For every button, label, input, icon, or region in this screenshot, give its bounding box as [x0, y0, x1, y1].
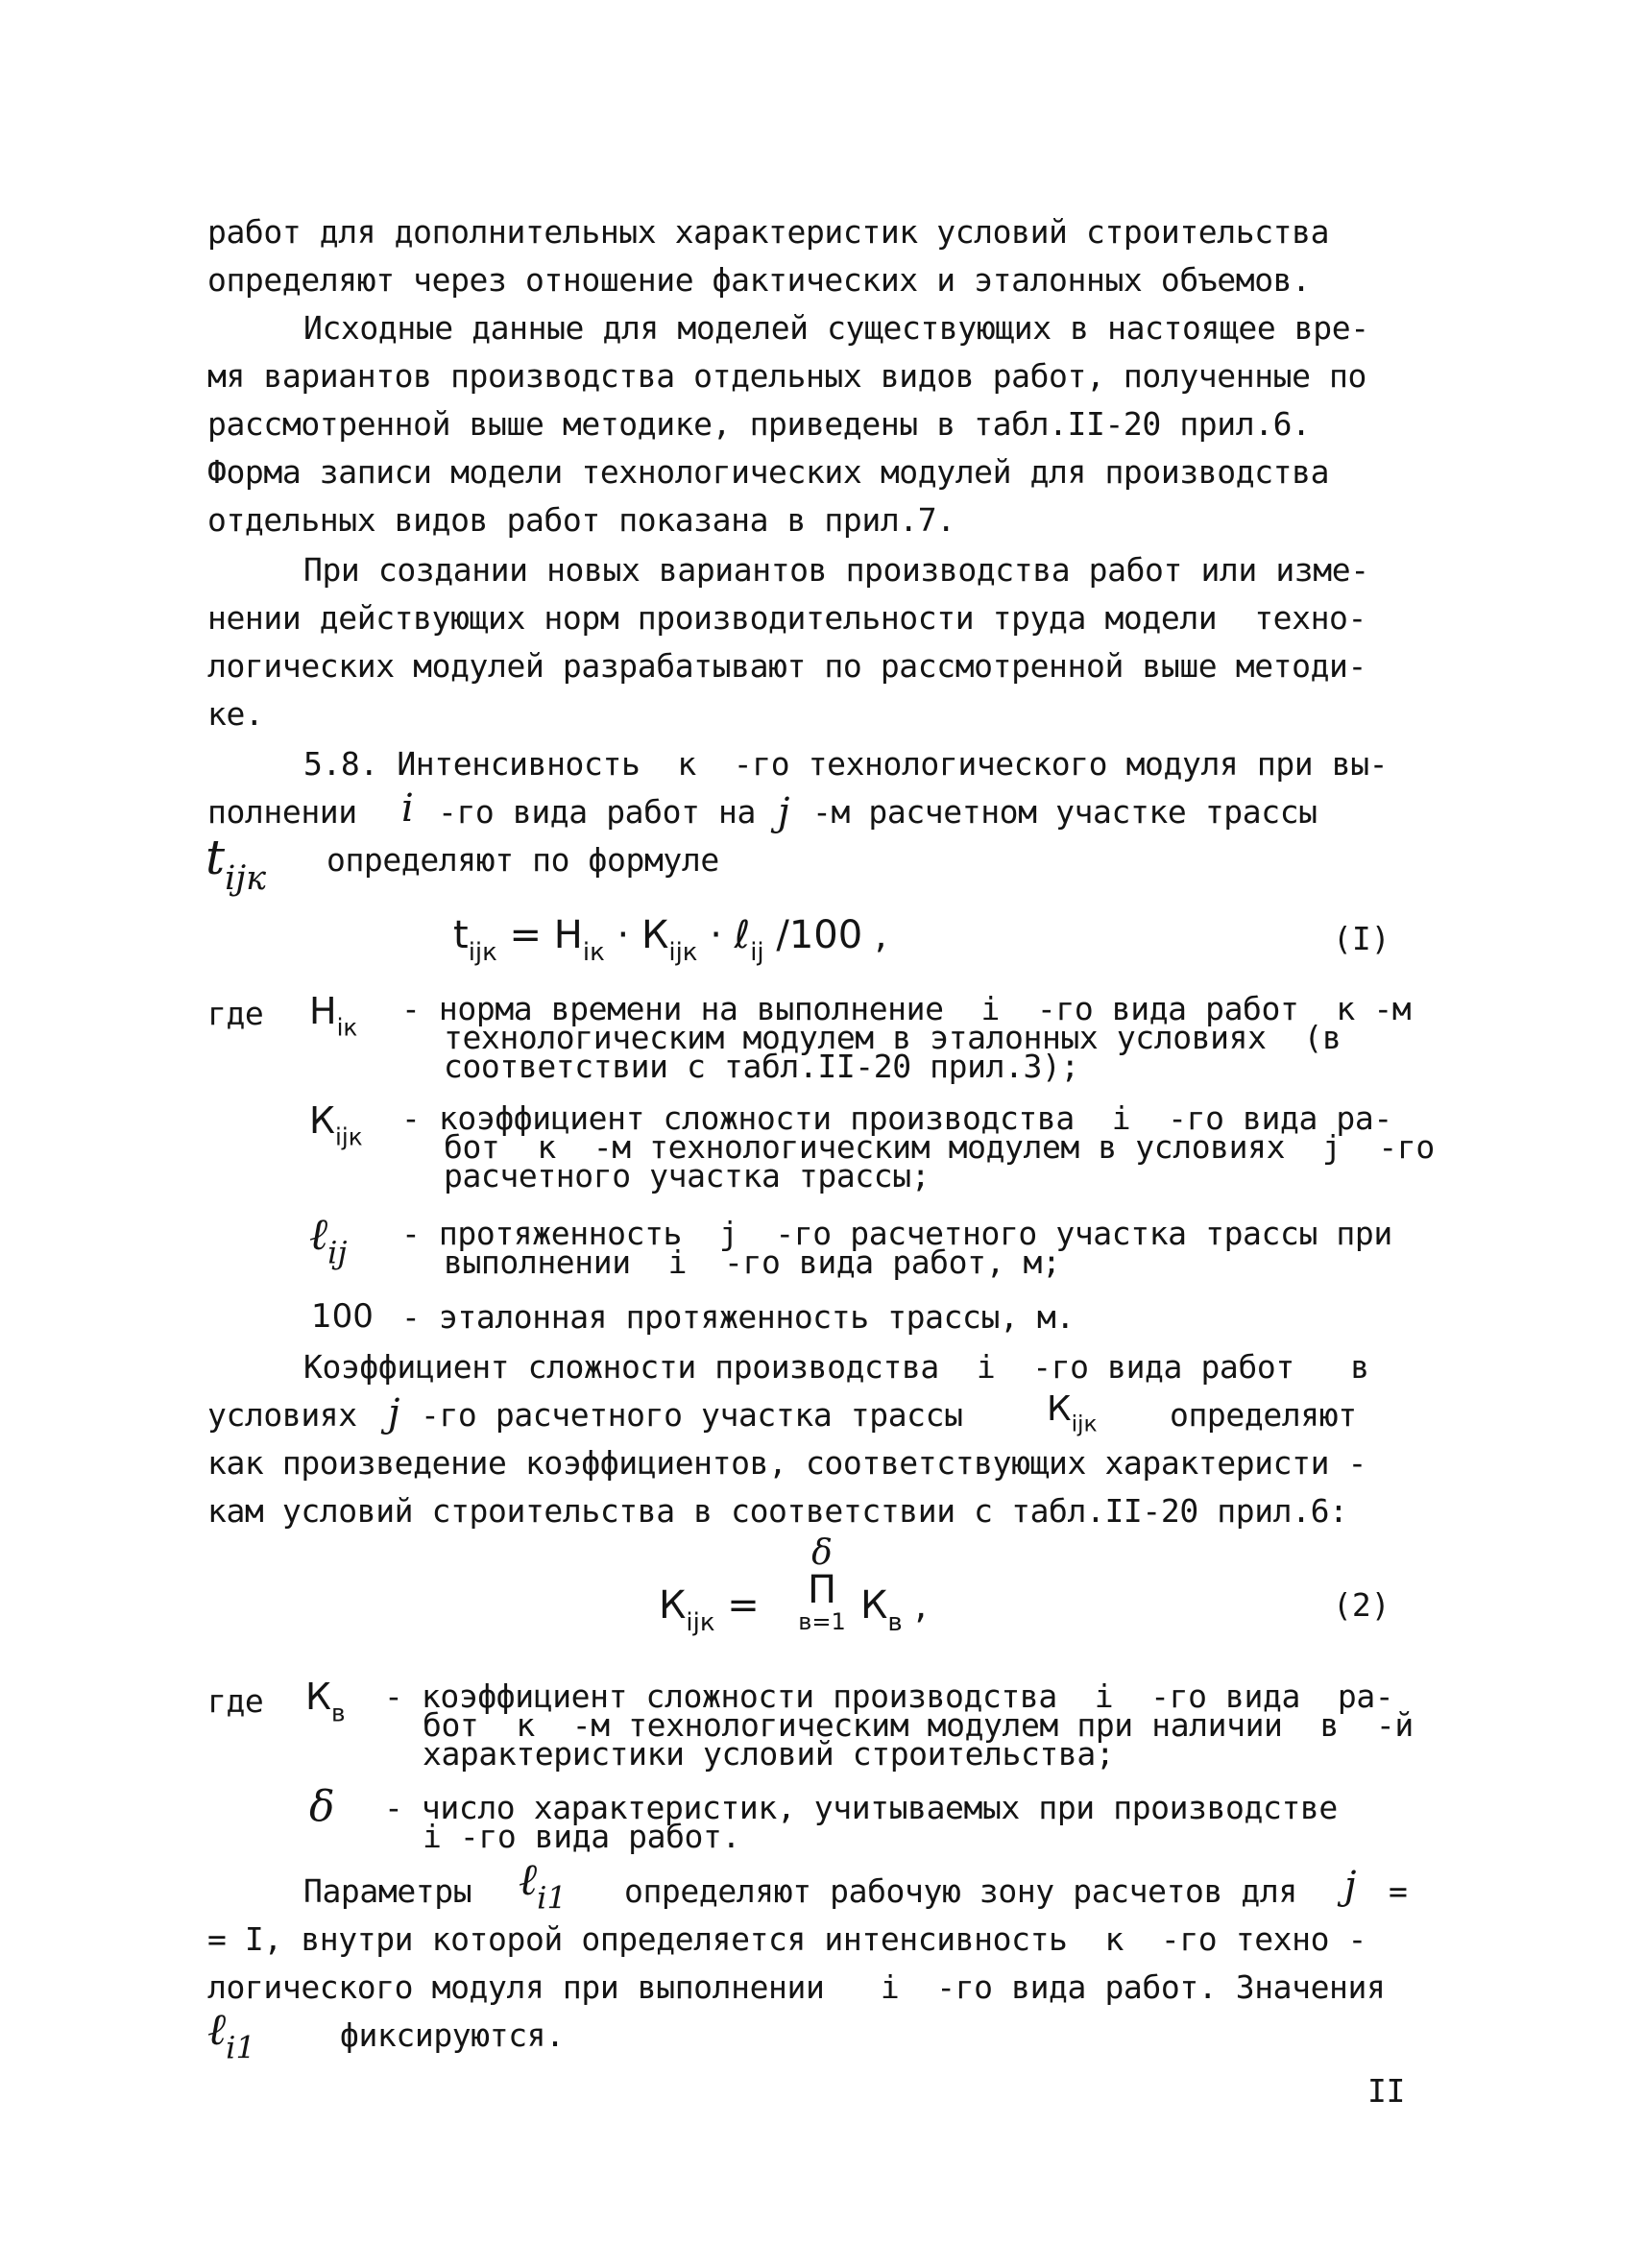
def-kv-line-2: бот к -м технологическим модулем при наличии в -й	[423, 1706, 1414, 1744]
formula-1-tail: /100 ,	[763, 913, 887, 957]
paragraph-3-line-3: логических модулей разрабатывают по рассмотренной выше методи-	[207, 647, 1366, 685]
p6-l-letter-2: ℓ	[207, 2003, 227, 2055]
p5-symbol-j: j	[388, 1391, 400, 1436]
def-100-line-1: - эталонная протяженность трассы, м.	[401, 1298, 1075, 1336]
symbol-j: j	[778, 790, 790, 834]
paragraph-3-line-4: ке.	[207, 695, 264, 733]
def-kv-letter: К	[305, 1676, 331, 1718]
def-delta-symbol: δ	[309, 1782, 335, 1831]
formula-1-sub-2: iк	[582, 938, 605, 967]
formula-2-lower-limit: в=1	[798, 1608, 846, 1635]
def-h-subscript: iк	[336, 1013, 358, 1042]
paragraph-5-line-2b: -го расчетного участка трассы	[421, 1396, 963, 1434]
paragraph-3-line-2: нении действующих норм производительности труда модели техно-	[207, 599, 1366, 637]
formula-2-lhs-letter: К	[659, 1583, 687, 1628]
def-100-symbol: 100	[311, 1297, 374, 1336]
def-k-letter: К	[309, 1099, 335, 1142]
def-delta-line-1: - число характеристик, учитываемых при производстве	[384, 1789, 1338, 1826]
formula-2-number: (2)	[1333, 1586, 1390, 1624]
formula-2-upper-limit: δ	[811, 1533, 833, 1573]
formula-2-rhs-subscript: в	[887, 1608, 903, 1637]
section-5-8-line-1: 5.8. Интенсивность к -го технологического модуля при вы-	[303, 745, 1389, 783]
def-kv-symbol	[305, 1678, 346, 1725]
paragraph-1-line-1: работ для дополнительных характеристик условий строительства	[207, 213, 1330, 251]
def-h-symbol	[309, 990, 358, 1042]
def-k-subscript: ijк	[334, 1122, 363, 1151]
def-h-line-1: - норма времени на выполнение i -го вида работ к -м	[401, 990, 1412, 1027]
formula-1-sub-4: ij	[750, 938, 764, 967]
formula-2-rhs-letter: К	[860, 1583, 888, 1628]
p5-k-letter: К	[1047, 1389, 1072, 1429]
symbol-i: i	[401, 786, 414, 831]
paragraph-6-line-1a: Параметры	[303, 1872, 472, 1910]
formula-2-comma: ,	[902, 1583, 928, 1628]
paragraph-6-line-3: логического модуля при выполнении i -го вида работ. Значения	[207, 1968, 1386, 2006]
def-l-subscript: ij	[327, 1234, 348, 1271]
formula-1	[453, 913, 887, 967]
paragraph-3-line-1: При создании новых вариантов производства работ или изме-	[303, 551, 1369, 589]
paragraph-6-line-2: = I, внутри которой определяется интенсивность к -го техно -	[207, 1920, 1366, 1958]
paragraph-6-line-4: фиксируются.	[340, 2016, 565, 2054]
p6-l-letter: ℓ	[519, 1853, 538, 1905]
formula-1-number: (I)	[1333, 920, 1390, 957]
paragraph-2-line-1: Исходные данные для моделей существующих в настоящее вре-	[303, 309, 1369, 347]
def-kv-line-3: характеристики условий строительства;	[423, 1735, 1115, 1773]
paragraph-2-line-4: Форма записи модели технологических модулей для производства	[207, 453, 1330, 491]
p6-symbol-l-i1-second	[207, 2003, 255, 2066]
where-label-2: где	[207, 1682, 264, 1720]
section-5-8-line-2a: полнении	[207, 793, 357, 831]
p5-symbol-k	[1047, 1389, 1098, 1437]
symbol-t-subscript: ijк	[225, 858, 267, 898]
formula-2-pi: П	[807, 1568, 837, 1612]
section-5-8-line-3: определяют по формуле	[326, 841, 719, 879]
formula-2-lhs	[659, 1583, 760, 1637]
paragraph-6-line-1b: определяют рабочую зону расчетов для	[624, 1872, 1297, 1910]
page-number: II	[1367, 2072, 1405, 2110]
def-delta-line-2: i -го вида работ.	[423, 1818, 740, 1855]
section-5-8-line-2b: -го вида работ на	[438, 793, 756, 831]
formula-1-k: · К	[604, 913, 669, 957]
paragraph-5-line-2c: определяют	[1170, 1396, 1357, 1434]
def-h-line-2: технологическим модулем в эталонных условиях (в	[444, 1019, 1342, 1056]
paragraph-6-line-1c: =	[1389, 1872, 1408, 1910]
p6-l-subscript: i1	[537, 1879, 567, 1917]
paragraph-5-line-4: кам условий строительства в соответствии с табл.II-20 прил.6:	[207, 1492, 1348, 1530]
p6-l-subscript-2: i1	[226, 2029, 255, 2066]
paragraph-5-line-3: как произведение коэффициентов, соответствующих характеристи -	[207, 1444, 1366, 1482]
def-l-line-1: - протяженность j -го расчетного участка трассы при	[401, 1215, 1392, 1252]
formula-1-sub-1: ijк	[468, 938, 497, 967]
symbol-t: t	[206, 830, 226, 885]
def-k-line-1: - коэффициент сложности производства i -го вида ра-	[401, 1099, 1392, 1137]
def-h-letter: H	[309, 990, 337, 1032]
def-k-line-3: расчетного участка трассы;	[444, 1157, 931, 1194]
formula-2-rhs	[860, 1583, 928, 1637]
def-l-line-2: выполнении i -го вида работ, м;	[444, 1243, 1061, 1281]
def-l-letter: ℓ	[309, 1208, 328, 1260]
where-label-1: где	[207, 995, 264, 1032]
paragraph-5-line-1: Коэффициент сложности производства i -го вида работ в	[303, 1348, 1369, 1386]
formula-2-lhs-subscript: ijк	[686, 1608, 715, 1637]
formula-1-h: = H	[496, 913, 583, 957]
formula-1-l: · ℓ	[697, 913, 751, 957]
paragraph-2-line-2: мя вариантов производства отдельных видов работ, полученные по	[207, 357, 1366, 395]
def-k-line-2: бот к -м технологическим модулем в условиях j -го	[444, 1128, 1435, 1166]
formula-1-sub-3: ijк	[668, 938, 698, 967]
p6-symbol-j: j	[1344, 1864, 1357, 1908]
def-h-line-3: соответствии с табл.II-20 прил.3);	[444, 1048, 1079, 1085]
paragraph-1-line-2: определяют через отношение фактических и эталонных объемов.	[207, 261, 1311, 299]
p5-k-subscript: ijк	[1071, 1410, 1098, 1437]
symbol-t-ijk	[206, 830, 267, 898]
section-5-8-line-2c: -м расчетном участке трассы	[812, 793, 1318, 831]
paragraph-2-line-5: отдельных видов работ показана в прил.7.	[207, 501, 955, 539]
paragraph-5-line-2a: условиях	[207, 1396, 357, 1434]
def-l-symbol	[309, 1208, 348, 1271]
p6-symbol-l-i1	[519, 1853, 567, 1917]
paragraph-2-line-3: рассмотренной выше методике, приведены в табл.II-20 прил.6.	[207, 405, 1311, 443]
def-kv-line-1: - коэффициент сложности производства i -го вида ра-	[384, 1677, 1394, 1715]
formula-2-equals: =	[714, 1583, 760, 1628]
formula-1-t: t	[453, 913, 469, 957]
def-kv-subscript: в	[330, 1699, 346, 1727]
formula-2-product	[791, 1533, 853, 1635]
def-k-symbol	[309, 1099, 363, 1151]
